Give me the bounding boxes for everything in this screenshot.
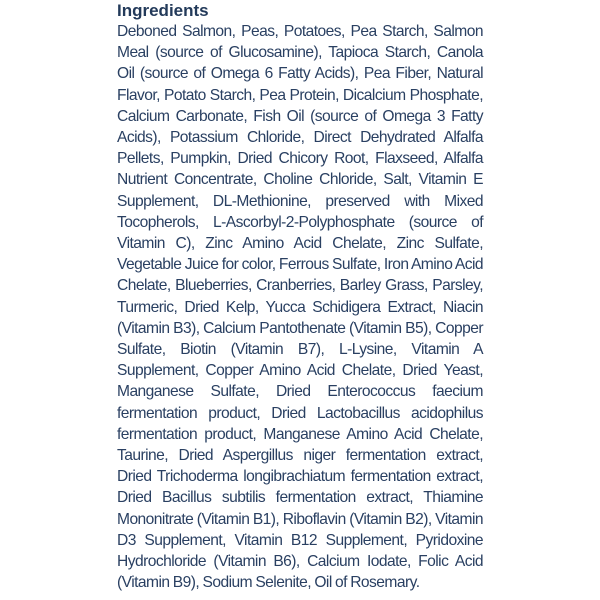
ingredients-list-text: Deboned Salmon, Peas, Potatoes, Pea Starch, Salmon Meal (source of Glucosamine), Tapioca Starch, Canola Oil (source of Omega 6 Fatty Acids), Pea Fiber, Natural Flavor, Potato Starch, Pea Protein, Dicalcium Phosphate, Calcium Carbonate, Fish Oil (source of Omega 3 Fatty Acids), Potassium Chloride, Direct Dehydrated Alfalfa Pellets, Pumpkin, Dried Chicory Root, Flaxseed, Alfalfa Nutrient Concentrate, Choline Chloride, Salt, Vitamin E Supplement, DL-Methionine, preserved with Mixed Tocopherols, L-Ascorbyl-2-Polyphosphate (source of Vitamin C), Zinc Amino Acid Chelate, Zinc Sulfate, Vegetable Juice for color, Ferrous Sulfate, Iron Amino Acid Chelate, Blueberries, Cranberries, Barley Grass, Parsley, Turmeric, Dried Kelp, Yucca Schidigera Extract, Niacin (Vitamin B3), Calcium Pantothenate (Vitamin B5), Copper Sulfate, Biotin (Vitamin B7), L-Lysine, Vitamin A Supplement, Copper Amino Acid Chelate, Dried Yeast, Manganese Sulfate, Dried Enterococcus faecium fermentation product, Dried Lactobacillus acidophilus fermentation product, Manganese Amino Acid Chelate, Taurine, Dried Aspergillus niger fermentation extract, Dried Trichoderma longibrachiatum fermentation extract, Dried Bacillus subtilis fermentation extract, Thiamine Mononitrate (Vitamin B1), Riboflavin (Vitamin B2), Vitamin D3 Supplement, Vitamin B12 Supplement, Pyridoxine Hydrochloride (Vitamin B6), Calcium Iodate, Folic Acid (Vitamin B9), Sodium Selenite, Oil of Rosemary.	[117, 23, 483, 592]
ingredients-heading: Ingredients	[117, 1, 209, 20]
ingredients-panel	[117, 0, 483, 600]
